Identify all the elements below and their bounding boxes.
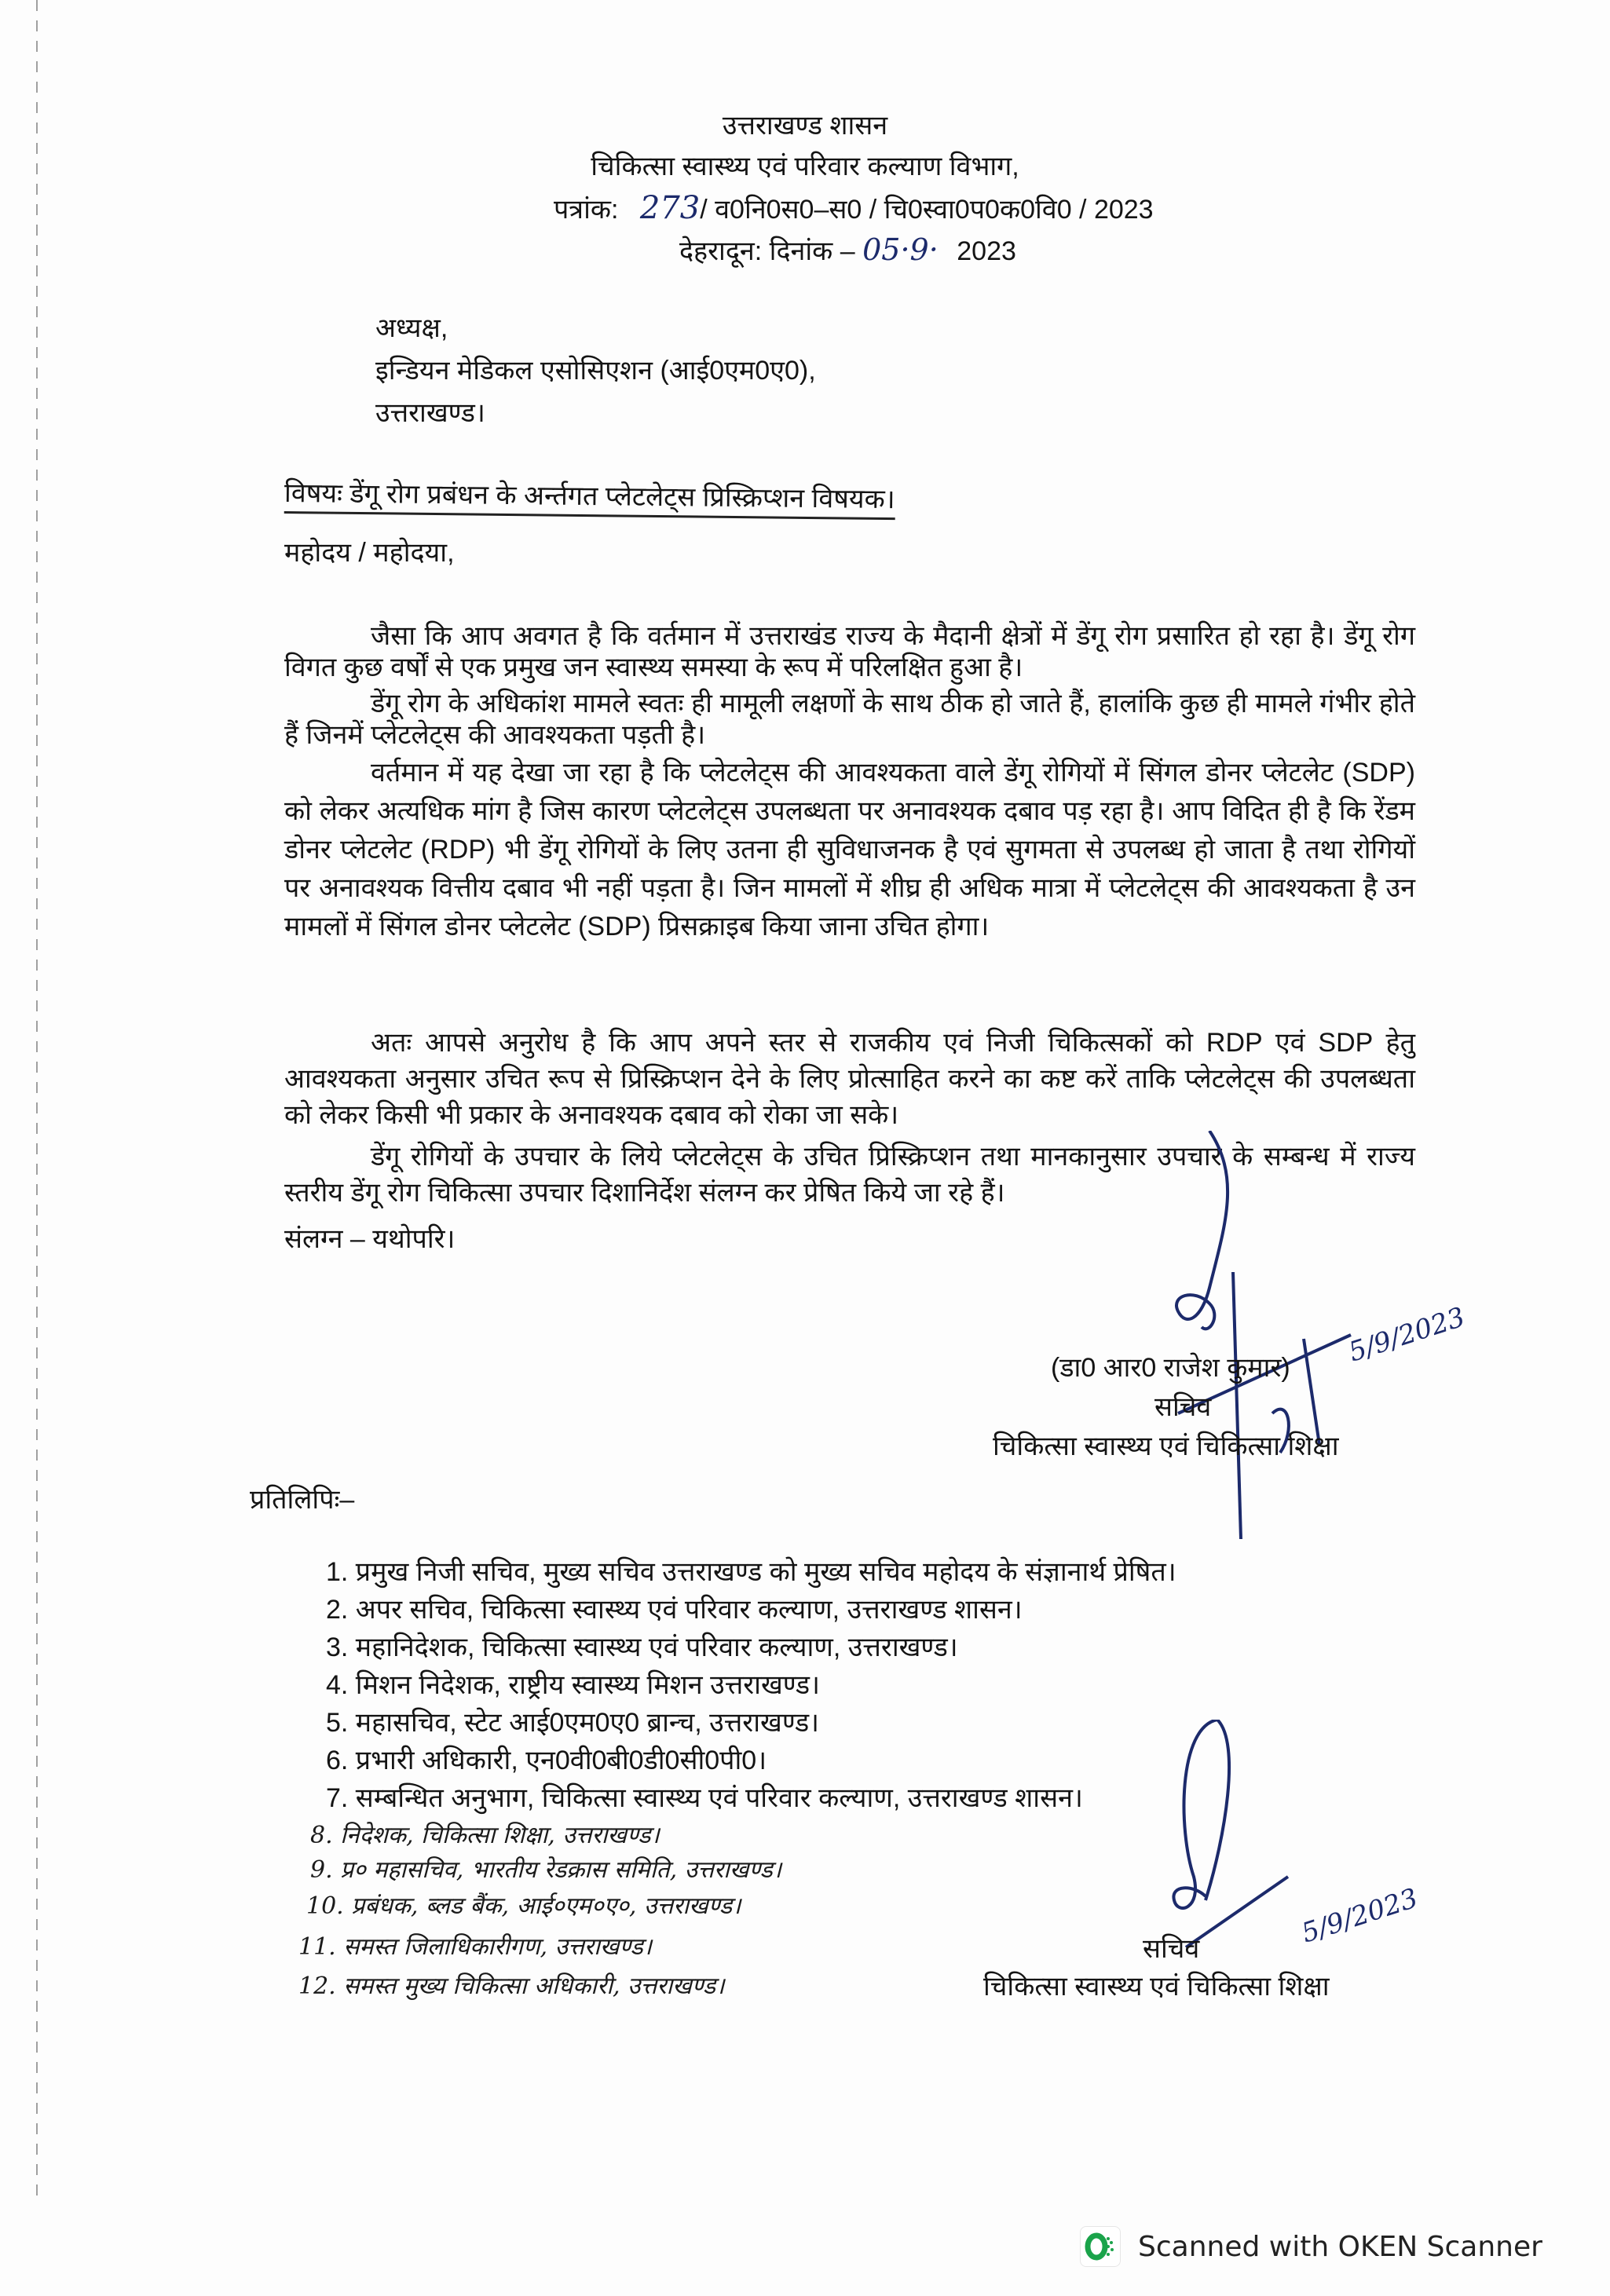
signature-2-date: 5/9/2023: [1297, 1882, 1422, 1950]
government-heading: उत्तराखण्ड शासन: [722, 111, 888, 141]
date-handwritten: 05·9·: [862, 232, 939, 267]
binding-margin-marks: [36, 0, 38, 2199]
signatory-2-designation: सचिव: [1143, 1934, 1200, 1964]
scanner-watermark: [1080, 2226, 1542, 2267]
signatory-2-department: चिकित्सा स्वास्थ्य एवं चिकित्सा शिक्षा: [983, 1972, 1330, 2002]
letter-number-label: पत्रांक:: [554, 195, 619, 225]
copy-item: 2. अपर सचिव, चिकित्सा स्वास्थ्य एवं परिवार कल्याण, उत्तराखण्ड शासन।: [326, 1595, 1023, 1625]
paragraph-4: अतः आपसे अनुरोध है कि आप अपने स्तर से राजकीय एवं निजी चिकित्सकों को RDP एवं SDP हेतु आवश्यकता अनुसार उचित रूप से प्रिस्क्रिप्शन देने के लिए प्रोत्साहित करने का कष्ट करें ताकि प्लेटलेट्स की उपलब्धता को लेकर किसी भी प्रकार के अनावश्यक दबाव को रोका जा सके।: [284, 1028, 1415, 1130]
copy-item-handwritten: 12. समस्त मुख्य चिकित्सा अधिकारी, उत्तराखण्ड।: [298, 1972, 725, 2000]
copy-item: 3. महानिदेशक, चिकित्सा स्वास्थ्य एवं परिवार कल्याण, उत्तराखण्ड।: [326, 1632, 958, 1662]
copy-item: 6. प्रभारी अधिकारी, एन0वी0बी0डी0सी0पी0।: [326, 1746, 767, 1775]
salutation: महोदय / महोदया,: [284, 538, 455, 568]
copy-item-handwritten: 11. समस्त जिलाधिकारीगण, उत्तराखण्ड।: [298, 1933, 653, 1961]
subject-text: विषयः डेंगू रोग प्रबंधन के अर्न्तगत प्लेटलेट्स प्रिस्क्रिप्शन विषयक।: [284, 478, 895, 520]
copy-item: 5. महासचिव, स्टेट आई0एम0ए0 ब्रान्च, उत्तराखण्ड।: [326, 1708, 820, 1738]
signatory-department: चिकित्सा स्वास्थ्य एवं चिकित्सा शिक्षा: [993, 1431, 1339, 1461]
copy-item-handwritten: 9. प्र० महासचिव, भारतीय रेडक्रास समिति, उत्तराखण्ड।: [310, 1856, 782, 1884]
copy-to-label: प्रतिलिपिः–: [250, 1485, 355, 1515]
copy-item: 7. सम्बन्धित अनुभाग, चिकित्सा स्वास्थ्य एवं परिवार कल्याण, उत्तराखण्ड शासन।: [326, 1783, 1083, 1813]
paragraph-5: डेंगू रोगियों के उपचार के लिये प्लेटलेट्स के उचित प्रिस्क्रिप्शन तथा मानकानुसार उपचार के सम्बन्ध में राज्य स्तरीय डेंगू रोग चिकित्सा उपचार दिशानिर्देश संलग्न कर प्रेषित किये जा रहे हैं।: [284, 1142, 1415, 1208]
copy-item-handwritten: 8. निदेशक, चिकित्सा शिक्षा, उत्तराखण्ड।: [310, 1822, 660, 1849]
signature-1-date: 5/9/2023: [1345, 1301, 1469, 1369]
subject-line: [284, 477, 895, 515]
signatory-designation: सचिव: [1154, 1392, 1212, 1422]
department-heading: चिकित्सा स्वास्थ्य एवं परिवार कल्याण विभाग,: [591, 152, 1019, 181]
copy-item: 4. मिशन निदेशक, राष्ट्रीय स्वास्थ्य मिशन उत्तराखण्ड।: [326, 1670, 820, 1700]
copy-item: 1. प्रमुख निजी सचिव, मुख्य सचिव उत्तराखण्ड को मुख्य सचिव महोदय के संज्ञानार्थ प्रेषित।: [326, 1557, 1176, 1587]
watermark-text: Scanned with OKEN Scanner: [1138, 2230, 1542, 2263]
letter-number-suffix: / व0नि0स0–स0 / चि0स्वा0प0क0वि0 / 2023: [700, 195, 1154, 225]
signature-2-icon: [1131, 1720, 1319, 1955]
signatory-name: (डा0 आर0 राजेश कुमार): [1051, 1353, 1290, 1383]
enclosure-note: संलग्न – यथोपरि।: [284, 1224, 456, 1254]
date-label: देहरादून: दिनांक –: [679, 236, 855, 266]
dated-line: [679, 234, 1016, 267]
addressee-line-1: अध्यक्ष,: [375, 313, 448, 343]
date-year: 2023: [957, 236, 1016, 266]
letter-number: [554, 192, 1154, 225]
addressee-line-2: इन्डियन मेडिकल एसोसिएशन (आई0एम0ए0),: [375, 356, 816, 386]
paragraph-2: डेंगू रोग के अधिकांश मामले स्वतः ही मामूली लक्षणों के साथ ठीक हो जाते हैं, हालांकि कुछ ही मामले गंभीर होते हैं जिनमें प्लेटलेट्स की आवश्यकता पड़ती है।: [284, 689, 1415, 750]
paragraph-1: जैसा कि आप अवगत है कि वर्तमान में उत्तराखंड राज्य के मैदानी क्षेत्रों में डेंगू रोग प्रसारित हो रहा है। डेंगू रोग विगत कुछ वर्षों से एक प्रमुख जन स्वास्थ्य समस्या के रूप में परिलक्षित हुआ है।: [284, 621, 1415, 682]
letter-number-handwritten: 273: [639, 190, 701, 226]
paragraph-3: वर्तमान में यह देखा जा रहा है कि प्लेटलेट्स की आवश्यकता वाले डेंगू रोगियों में सिंगल डोनर प्लेटलेट (SDP) को लेकर अत्यधिक मांग है जिस कारण प्लेटलेट्स उपलब्धता पर अनावश्यक दबाव पड़ रहा है। आप विदित ही है कि रेंडम डोनर प्लेटलेट (RDP) भी डेंगू रोगियों के लिए उतना ही सुविधाजनक है एवं सुगमता से उपलब्ध हो जाता है तथा रोगियों पर अनावश्यक वित्तीय दबाव भी नहीं पड़ता है। जिन मामलों में शीघ्र ही अधिक मात्रा में प्लेटलेट्स की आवश्यकता है उन मामलों में सिंगल डोनर प्लेटलेट (SDP) प्रिसक्राइब किया जाना उचित होगा।: [284, 758, 1415, 941]
copy-item-handwritten: 10. प्रबंधक, ब्लड बैंक, आई०एम०ए०, उत्तराखण्ड।: [306, 1892, 741, 1920]
addressee-line-3: उत्तराखण्ड।: [375, 398, 485, 428]
oken-logo-icon: [1080, 2226, 1121, 2267]
